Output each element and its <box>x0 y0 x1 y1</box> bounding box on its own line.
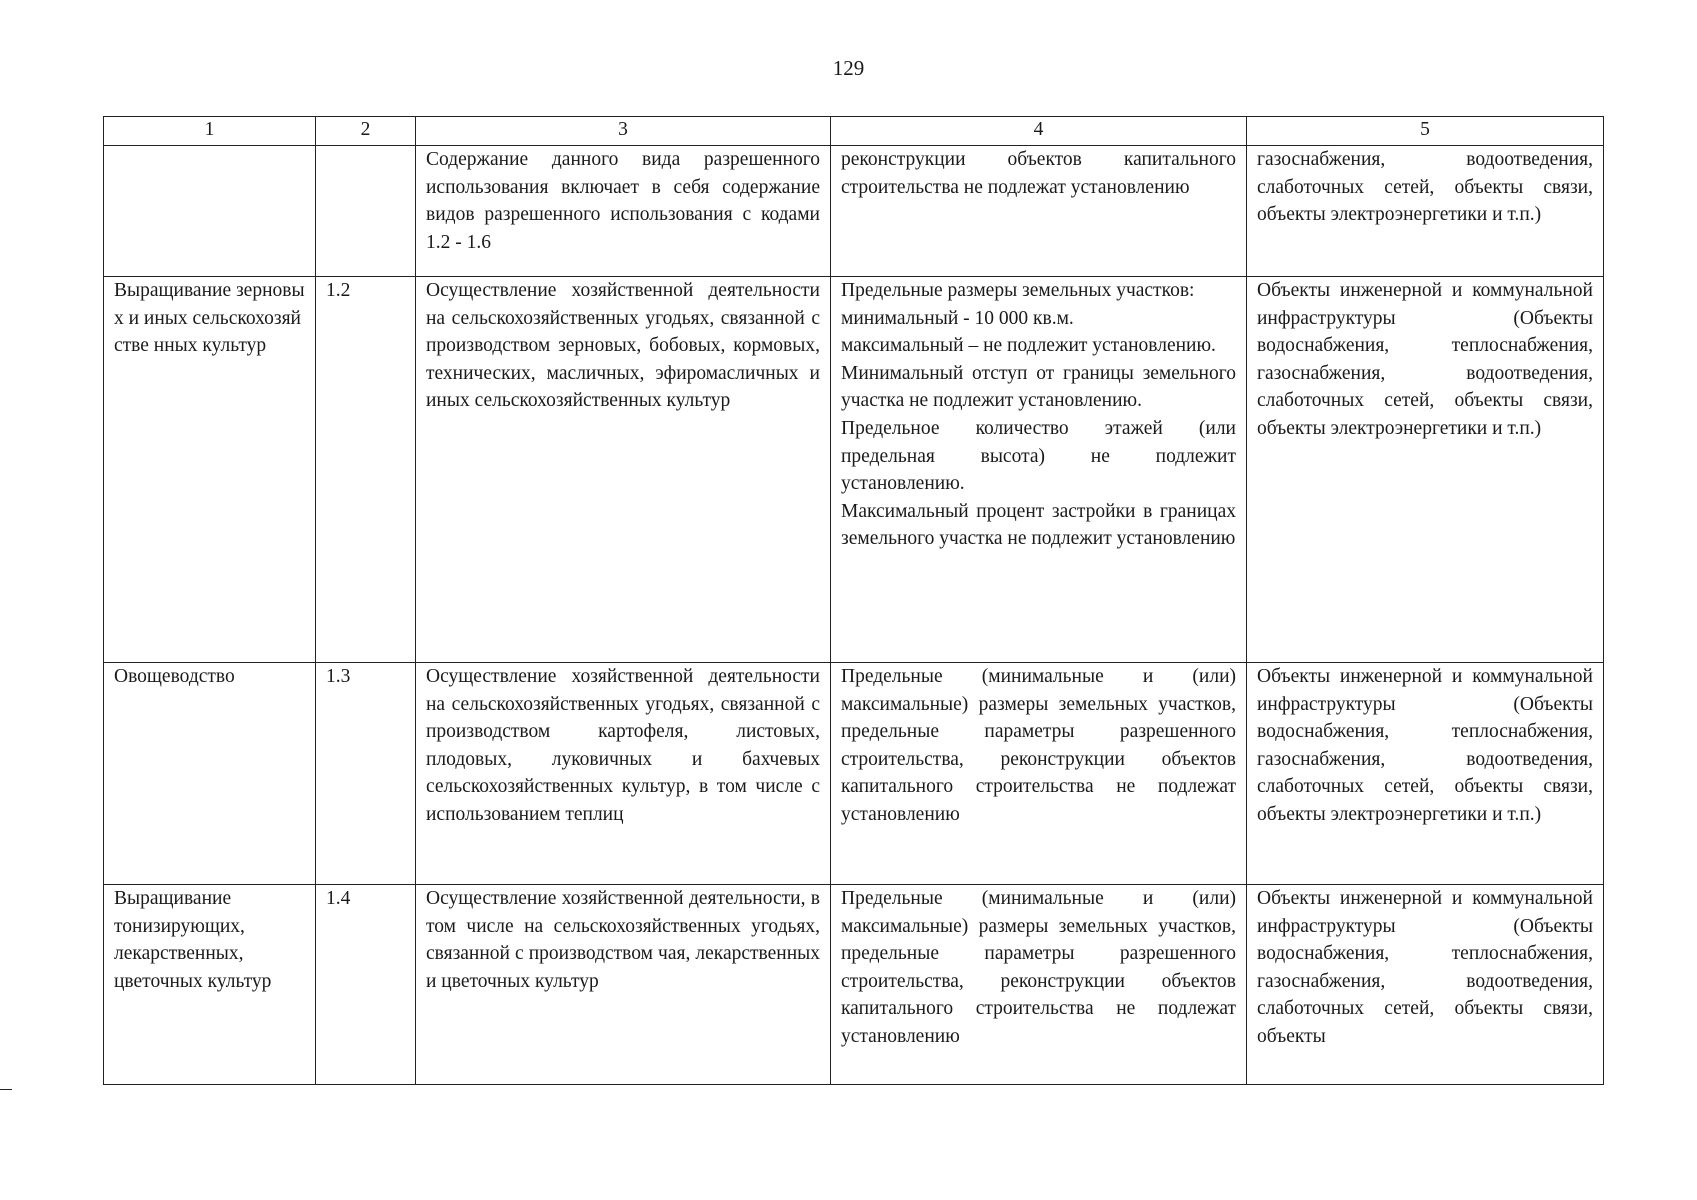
use-parameters-cell <box>831 277 1247 663</box>
use-infrastructure-cell: газоснабжения, водоотведения, слаботочных сетей, объекты связи, объекты электроэнергетики и т.п.) <box>1247 146 1604 277</box>
use-code-cell: 1.4 <box>316 885 416 1085</box>
page-number: 129 <box>832 56 865 80</box>
parameters-line: Максимальный процент застройки в границах земельного участка не подлежит установлению <box>841 500 1236 550</box>
use-name-cell <box>104 146 316 277</box>
table-row <box>104 663 1604 885</box>
header-col-5: 5 <box>1247 117 1604 146</box>
margin-tick-mark <box>0 1089 12 1090</box>
use-description-cell: Содержание данного вида разрешенного использования включает в себя содержание видов разрешенного использования с кодами 1.2 - 1.6 <box>416 146 831 277</box>
use-name-cell: Овощеводство <box>104 663 316 885</box>
use-infrastructure-cell: Объекты инженерной и коммунальной инфраструктуры (Объекты водоснабжения, теплоснабжения, газоснабжения, водоотведения, слаботочных сетей, объекты связи, объекты электроэнергетики и т.п.) <box>1247 277 1604 663</box>
header-col-1: 1 <box>104 117 316 146</box>
use-parameters-cell: реконструкции объектов капитального строительства не подлежат установлению <box>831 146 1247 277</box>
header-col-4: 4 <box>831 117 1247 146</box>
table-row <box>104 885 1604 1085</box>
parameters-line: Предельные размеры земельных участков: <box>841 280 1195 301</box>
use-description-cell: Осуществление хозяйственной деятельности на сельскохозяйственных угодьях, связанной с производством зерновых, бобовых, кормовых, технических, масличных, эфиромасличных и иных сельскохозяйственных культур <box>416 277 831 663</box>
use-parameters-cell: Предельные (минимальные и (или) максимальные) размеры земельных участков, предельные параметры разрешенного строительства, реконструкции объектов капитального строительства не подлежат установлению <box>831 663 1247 885</box>
parameters-line: Минимальный отступ от границы земельного участка не подлежит установлению. <box>841 362 1236 412</box>
use-code-cell: 1.2 <box>316 277 416 663</box>
use-description-cell: Осуществление хозяйственной деятельности, в том числе на сельскохозяйственных угодьях, связанной с производством чая, лекарственных и цветочных культур <box>416 885 831 1085</box>
parameters-line: минимальный - 10 000 кв.м. <box>841 307 1074 329</box>
use-infrastructure-cell: Объекты инженерной и коммунальной инфраструктуры (Объекты водоснабжения, теплоснабжения, газоснабжения, водоотведения, слаботочных сетей, объекты связи, объекты <box>1247 885 1604 1085</box>
use-description-cell: Осуществление хозяйственной деятельности на сельскохозяйственных угодьях, связанной с производством картофеля, листовых, плодовых, луковичных и бахчевых сельскохозяйственных культур, в том числе с использованием теплиц <box>416 663 831 885</box>
header-col-2: 2 <box>316 117 416 146</box>
table-row <box>104 277 1604 663</box>
use-name-cell: Выращивание тонизирующих, лекарственных, цветочных культур <box>104 885 316 1085</box>
header-row <box>104 117 1604 146</box>
header-col-3: 3 <box>416 117 831 146</box>
use-code-cell <box>316 146 416 277</box>
use-code-cell: 1.3 <box>316 663 416 885</box>
use-infrastructure-cell: Объекты инженерной и коммунальной инфраструктуры (Объекты водоснабжения, теплоснабжения, газоснабжения, водоотведения, слаботочных сетей, объекты связи, объекты электроэнергетики и т.п.) <box>1247 663 1604 885</box>
land-use-table <box>103 116 1604 1085</box>
parameters-line: максимальный – не подлежит установлению. <box>841 335 1216 357</box>
parameters-line: Предельное количество этажей (или предельная высота) не подлежит установлению. <box>841 417 1236 495</box>
table-row <box>104 146 1604 277</box>
use-parameters-cell: Предельные (минимальные и (или) максимальные) размеры земельных участков, предельные параметры разрешенного строительства, реконструкции объектов капитального строительства не подлежат установлению <box>831 885 1247 1085</box>
use-name-cell: Выращивание зерновых и иных сельскохозяйстве нных культур <box>104 277 316 663</box>
